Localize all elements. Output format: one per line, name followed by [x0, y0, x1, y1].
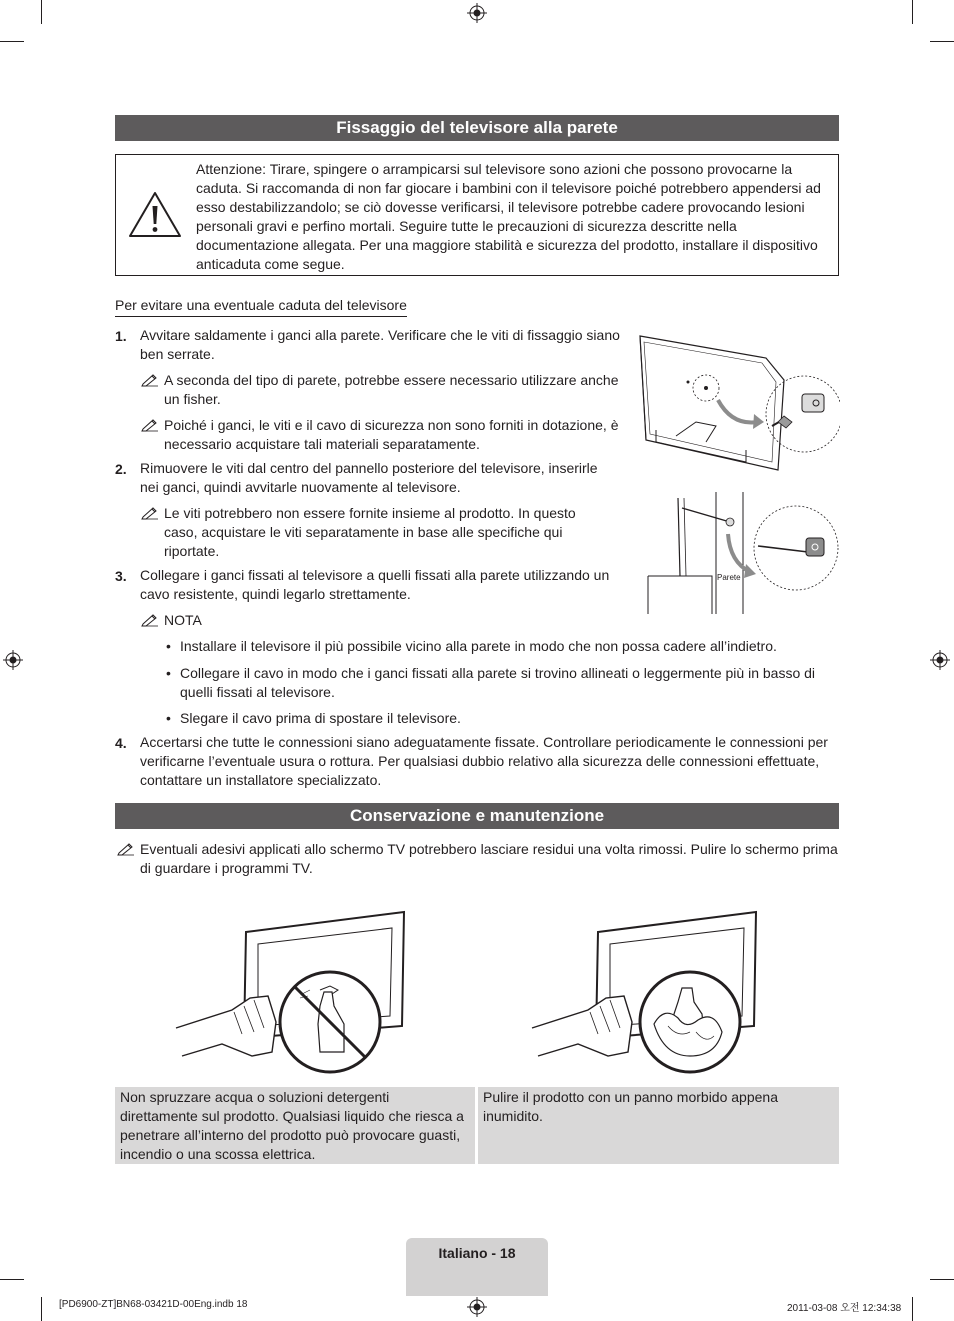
wall-cable-illustration — [646, 492, 840, 614]
bullet-dot: • — [166, 665, 171, 681]
note-pencil-icon — [141, 418, 159, 432]
crop-mark — [41, 1297, 42, 1321]
section-title-care: Conservazione e manutenzione — [115, 803, 839, 829]
registration-mark-icon — [467, 3, 487, 23]
cloth-cleaning-illustration — [528, 906, 764, 1078]
registration-mark-icon — [930, 650, 950, 670]
warning-text — [196, 160, 828, 274]
step-number: 3. — [115, 568, 127, 584]
step-text: Collegare i ganci fissati al televisore a quelli fissati alla parete utilizzando un cavo resistente, quindi legarlo strettamente. — [140, 567, 610, 602]
crop-mark — [912, 0, 913, 24]
bullet-item: Slegare il cavo prima di spostare il televisore. — [180, 710, 461, 726]
caption-no-spray: Non spruzzare acqua o soluzioni detergenti direttamente sul prodotto. Qualsiasi liquido che riesca a penetrare all’interno del prodotto può provocare guasti, incendio o una scossa elettrica. — [115, 1087, 475, 1164]
crop-mark — [0, 1279, 24, 1280]
step-number: 4. — [115, 735, 127, 751]
step-note: Le viti potrebbero non essere fornite insieme al prodotto. In questo caso, acquistare le viti separatamente in base alle specifiche qui riportate. — [164, 505, 576, 559]
tv-bracket-illustration — [636, 330, 840, 480]
subheading: Per evitare una eventuale caduta del televisore — [115, 297, 407, 317]
wall-label: Parete — [717, 573, 741, 582]
care-note: Eventuali adesivi applicati allo schermo TV potrebbero lasciare residui una volta rimossi. Pulire lo schermo prima di guardare i programmi TV. — [140, 841, 838, 876]
step-note: A seconda del tipo di parete, potrebbe essere necessario utilizzare anche un fisher. — [164, 372, 619, 407]
note-pencil-icon — [141, 506, 159, 520]
section-title-wall-mount: Fissaggio del televisore alla parete — [115, 115, 839, 141]
note-label: NOTA — [164, 612, 202, 628]
step-text: Rimuovere le viti dal centro del pannello posteriore del televisore, inserirle nei ganci, quindi avvitarle nuovamente al televisore. — [140, 460, 598, 495]
print-date-info: 2011-03-08 오전 12:34:38 — [787, 1303, 902, 1314]
step-text: Accertarsi che tutte le connessioni siano adeguatamente fissate. Controllare periodicamente le connessioni per verificarne l’eventuale usura o rottura. Per qualsiasi dubbio relativo alla sicurezza delle connessioni effettuate, contattare un installatore specializzato. — [140, 734, 828, 788]
registration-mark-icon — [467, 1297, 487, 1317]
step-text: Avvitare saldamente i ganci alla parete. Verificare che le viti di fissaggio siano ben serrate. — [140, 327, 620, 362]
crop-mark — [0, 41, 24, 42]
caption-cloth: Pulire il prodotto con un panno morbido appena inumidito. — [478, 1087, 839, 1164]
note-pencil-icon — [141, 613, 159, 627]
warning-body: : Tirare, spingere o arrampicarsi sul televisore sono azioni che possono provocarne la caduta. Si raccomanda di non far giocare i bambini con il televisore poiché potrebbero appendersi ad esso destabilizzandolo; se ciò dovesse verificarsi, il televisore potrebbe cadere provocando lesioni personali gravi e perfino mortali. Seguire tutte le precauzioni di sicurezza descritte nella documentazione allegata. Per una maggiore stabilità e sicurezza del prodotto, installare il dispositivo anticaduta come segue. — [196, 161, 821, 272]
registration-mark-icon — [3, 650, 23, 670]
bullet-dot: • — [166, 638, 171, 654]
bullet-item: Installare il televisore il più possibile vicino alla parete in modo che non possa cadere all’indietro. — [180, 638, 777, 654]
step-note: Poiché i ganci, le viti e il cavo di sicurezza non sono forniti in dotazione, è necessario acquistare tali materiali separatamente. — [164, 417, 619, 452]
step-number: 2. — [115, 461, 127, 477]
warning-box — [115, 154, 839, 276]
crop-mark — [930, 1279, 954, 1280]
warning-label: Attenzione — [196, 161, 263, 177]
step-number: 1. — [115, 328, 127, 344]
print-file-info: [PD6900-ZT]BN68-03421D-00Eng.indb 18 — [59, 1299, 248, 1310]
bullet-item: Collegare il cavo in modo che i ganci fissati alla parete si trovino allineati o leggermente più in basso di quelli fissati al televisore. — [180, 665, 816, 700]
page-label: Italiano - 18 — [438, 1245, 516, 1261]
no-spray-illustration — [172, 906, 408, 1078]
note-pencil-icon — [117, 842, 135, 856]
note-pencil-icon — [141, 373, 159, 387]
crop-mark — [41, 0, 42, 24]
crop-mark — [930, 41, 954, 42]
bullet-dot: • — [166, 710, 171, 726]
crop-mark — [912, 1297, 913, 1321]
warning-triangle-icon — [127, 190, 183, 240]
